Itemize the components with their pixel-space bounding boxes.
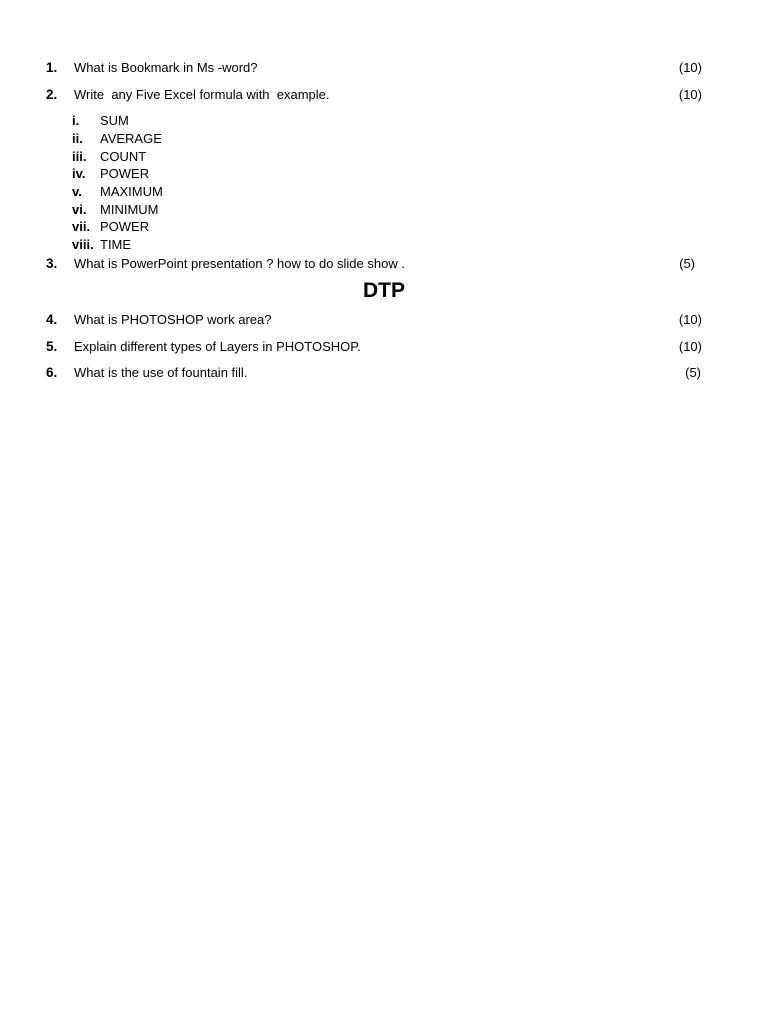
question-1	[46, 60, 706, 80]
section-heading: DTP	[363, 279, 405, 302]
list-item-number: iii.	[72, 149, 87, 164]
list-item-text: POWER	[100, 219, 150, 234]
question-marks: (10)	[678, 339, 702, 354]
list-item	[72, 149, 272, 167]
list-item-text: POWER	[100, 166, 150, 181]
list-item-text: AVERAGE	[100, 131, 162, 146]
list-item	[72, 219, 272, 237]
question-marks: (10)	[678, 87, 702, 102]
list-item-number: vii.	[72, 219, 91, 234]
question-marks: (5)	[685, 365, 701, 380]
question-4	[46, 312, 706, 332]
list-item	[72, 237, 272, 255]
question-marks: (10)	[678, 60, 702, 75]
question-6	[46, 365, 706, 385]
list-item	[72, 166, 272, 184]
question-marks: (10)	[678, 312, 702, 327]
list-item-number: viii.	[72, 237, 94, 252]
list-item-text: SUM	[100, 113, 129, 128]
list-item-number: ii.	[72, 131, 83, 146]
question-5	[46, 339, 706, 359]
question-text: Write any Five Excel formula with example.	[74, 87, 330, 102]
list-item-number: iv.	[72, 166, 86, 181]
list-item-text: TIME	[100, 237, 132, 252]
list-item	[72, 202, 272, 220]
question-text: Explain different types of Layers in PHOTOSHOP.	[74, 339, 361, 354]
list-item	[72, 131, 272, 149]
question-text: What is PHOTOSHOP work area?	[74, 312, 272, 327]
list-item-number: i.	[72, 113, 80, 128]
list-item-number: v.	[72, 184, 82, 199]
question-marks: (5)	[679, 256, 695, 271]
list-item	[72, 184, 272, 202]
question-number: 6.	[46, 365, 58, 380]
question-number: 3.	[46, 256, 58, 271]
question-number: 1.	[46, 60, 58, 75]
question-3	[46, 256, 706, 276]
question-number: 4.	[46, 312, 58, 327]
question-2	[46, 87, 706, 107]
question-number: 5.	[46, 339, 58, 354]
question-text: What is PowerPoint presentation ? how to do slide show .	[74, 256, 405, 271]
question-text: What is the use of fountain fill.	[74, 365, 248, 380]
question-text: What is Bookmark in Ms -word?	[74, 60, 258, 75]
list-item-text: MAXIMUM	[100, 184, 163, 199]
list-item	[72, 113, 272, 131]
list-item-text: COUNT	[100, 149, 147, 164]
question-number: 2.	[46, 87, 58, 102]
list-item-text: MINIMUM	[100, 202, 159, 217]
list-item-number: vi.	[72, 202, 87, 217]
